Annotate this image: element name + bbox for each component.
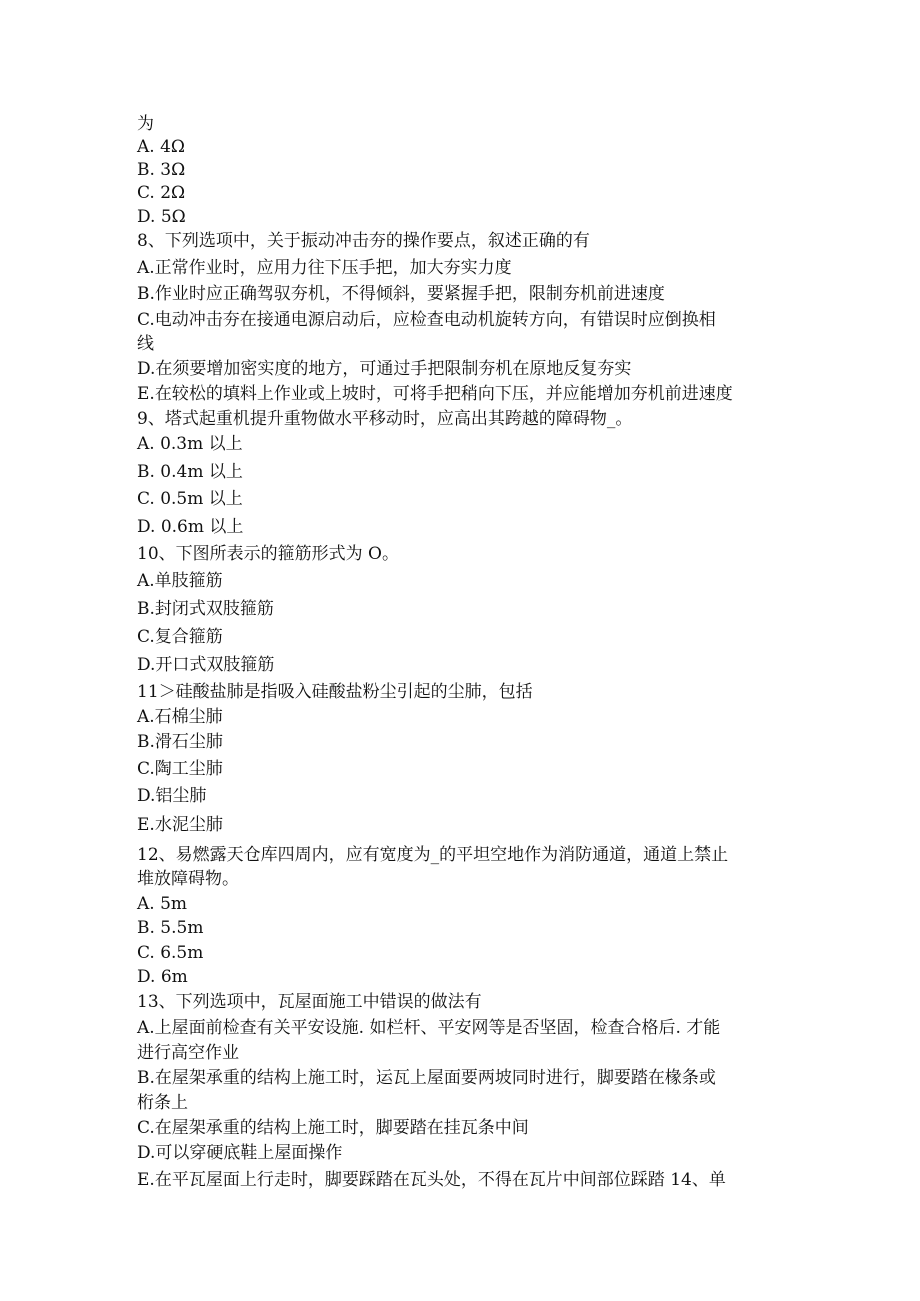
option-a: A.单肢箍筋 <box>137 571 223 591</box>
question-11: 11＞硅酸盐肺是指吸入硅酸盐粉尘引起的尘肺，包括 <box>137 682 533 702</box>
option-d: D. 6m <box>137 967 188 987</box>
option-d: D.可以穿硬底鞋上屋面操作 <box>137 1143 343 1163</box>
option-b: B.作业时应正确驾驭夯机，不得倾斜，要紧握手把，限制夯机前进速度 <box>137 284 665 304</box>
option-e: E.在较松的填料上作业或上坡时，可将手把稍向下压，并应能增加夯机前进速度 <box>137 384 733 404</box>
question-12: 12、易燃露天仓库四周内，应有宽度为_的平坦空地作为消防通道，通道上禁止 <box>137 845 729 865</box>
option-b-continued: 桁条上 <box>137 1093 188 1113</box>
option-b: B.在屋架承重的结构上施工时，运瓦上屋面要两坡同时进行，脚要踏在椽条或 <box>137 1068 716 1088</box>
option-d: D.铝尘肺 <box>137 786 207 806</box>
option-a: A.上屋面前检查有关平安设施. 如栏杆、平安网等是否坚固，检查合格后. 才能 <box>137 1018 721 1038</box>
option-a-continued: 进行高空作业 <box>137 1043 239 1063</box>
option-c: C.在屋架承重的结构上施工时，脚要踏在挂瓦条中间 <box>137 1118 529 1138</box>
option-a: A. 5m <box>137 894 188 914</box>
option-c: C. 0.5m 以上 <box>137 489 243 509</box>
option-d: D. 0.6m 以上 <box>137 517 244 537</box>
option-c: C. 2Ω <box>137 183 186 203</box>
option-d: D.开口式双肢箍筋 <box>137 655 275 675</box>
option-a: A.石棉尘肺 <box>137 707 223 727</box>
question-13: 13、下列选项中，瓦屋面施工中错误的做法有 <box>137 992 482 1012</box>
option-b: B. 3Ω <box>137 160 186 180</box>
option-b: B. 0.4m 以上 <box>137 462 243 482</box>
option-e: E.在平瓦屋面上行走时，脚要踩踏在瓦头处，不得在瓦片中间部位踩踏 14、单 <box>137 1170 726 1190</box>
option-a: A.正常作业时，应用力往下压手把，加大夯实力度 <box>137 258 512 278</box>
option-d: D. 5Ω <box>137 207 186 227</box>
text-line: 为 <box>137 114 154 134</box>
option-a: A. 0.3m 以上 <box>137 434 243 454</box>
option-c: C.电动冲击夯在接通电源启动后，应检查电动机旋转方向，有错误时应倒换相 <box>137 310 716 330</box>
option-e: E.水泥尘肺 <box>137 815 223 835</box>
option-b: B. 5.5m <box>137 918 204 938</box>
option-c: C.复合箍筋 <box>137 627 223 647</box>
option-c: C.陶工尘肺 <box>137 759 223 779</box>
question-9: 9、塔式起重机提升重物做水平移动时，应高出其跨越的障碍物_。 <box>137 409 633 429</box>
option-b: B.滑石尘肺 <box>137 732 223 752</box>
option-d: D.在须要增加密实度的地方，可通过手把限制夯机在原地反复夯实 <box>137 359 632 379</box>
question-8: 8、下列选项中，关于振动冲击夯的操作要点，叙述正确的有 <box>137 231 590 251</box>
question-10: 10、下图所表示的箍筋形式为 O。 <box>137 544 399 564</box>
option-a: A. 4Ω <box>137 137 185 157</box>
option-b: B.封闭式双肢箍筋 <box>137 599 274 619</box>
option-c: C. 6.5m <box>137 943 204 963</box>
question-12-continued: 堆放障碍物。 <box>137 869 239 889</box>
option-c-continued: 线 <box>137 334 154 354</box>
